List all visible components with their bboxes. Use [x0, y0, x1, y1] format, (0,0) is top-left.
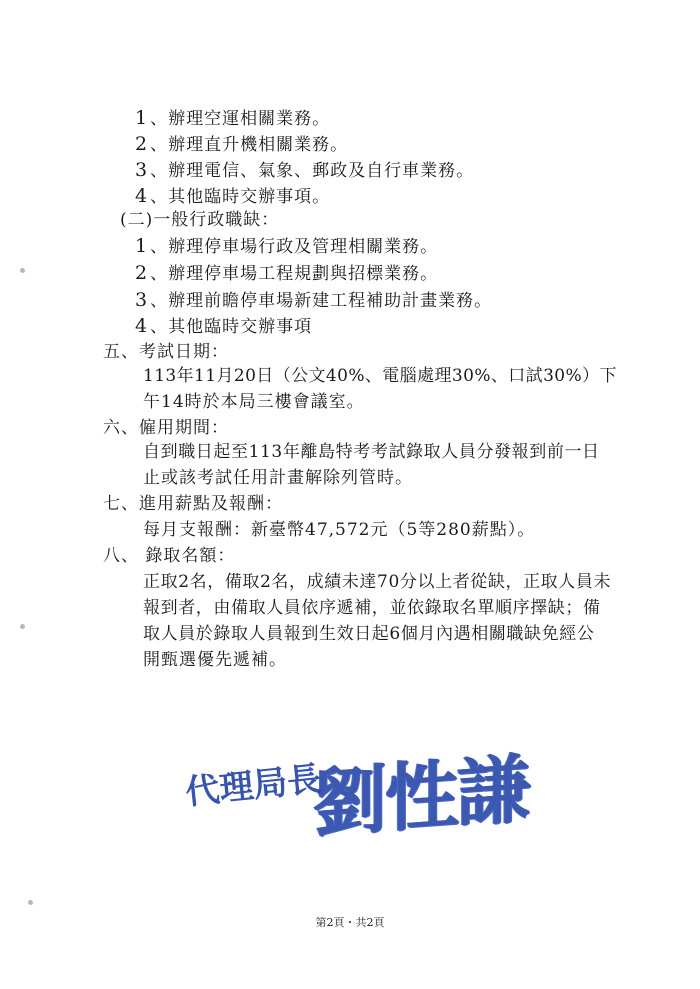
section-heading-salary: 七、進用薪點及報酬： — [103, 494, 283, 514]
scan-speck — [20, 268, 25, 273]
list-item: 3 、辦理電信、氣象、郵政及自行車業務。 — [135, 159, 475, 181]
seal-name: 劉性謙 — [313, 746, 529, 848]
signature-seal — [183, 738, 529, 848]
list-item: 4 、其他臨時交辦事項。 — [135, 185, 331, 207]
paragraph-line: 正取2名，備取2名，成績未達70分以上者從缺，正取人員未 — [143, 572, 612, 592]
paragraph-line: 自到職日起至113年離島特考考試錄取人員分發報到前一日 — [143, 442, 600, 462]
seal-title: 代理局長 — [183, 758, 324, 813]
list-item: 1 、辦理停車場行政及管理相關業務。 — [135, 235, 439, 257]
scan-speck — [20, 624, 25, 629]
list-item: 2 、辦理停車場工程規劃與招標業務。 — [135, 262, 439, 284]
list-item: 2 、辦理直升機相關業務。 — [135, 133, 349, 155]
scan-speck — [28, 900, 33, 905]
list-item: 1 、辦理空運相關業務。 — [135, 107, 331, 129]
section-heading-general: (二)一般行政職缺： — [120, 210, 280, 230]
paragraph-line: 午14時於本局三樓會議室。 — [143, 392, 365, 412]
paragraph-line: 報到者，由備取人員依序遞補，並依錄取名單順序擇缺；備 — [143, 598, 601, 618]
page-footer: 第2頁・共2頁 — [315, 916, 385, 929]
section-heading-quota: 八、 錄取名額： — [103, 546, 236, 566]
section-heading-exam-date: 五、考試日期： — [103, 342, 229, 362]
paragraph-line: 113年11月20日（公文40%、電腦處理30%、口試30%）下 — [143, 366, 617, 386]
paragraph-line: 每月支報酬：新臺幣47,572元（5等280薪點）。 — [143, 520, 536, 540]
list-item: 3 、辦理前瞻停車場新建工程補助計畫業務。 — [135, 289, 493, 311]
paragraph-line: 取人員於錄取人員報到生效日起6個月內遇相關職缺免經公 — [143, 624, 595, 644]
section-heading-employment-period: 六、僱用期間： — [103, 418, 229, 438]
list-item: 4 、其他臨時交辦事項 — [135, 315, 313, 337]
paragraph-line: 止或該考試任用計畫解除列管時。 — [143, 468, 413, 488]
paragraph-line: 開甄選優先遞補。 — [143, 650, 287, 670]
